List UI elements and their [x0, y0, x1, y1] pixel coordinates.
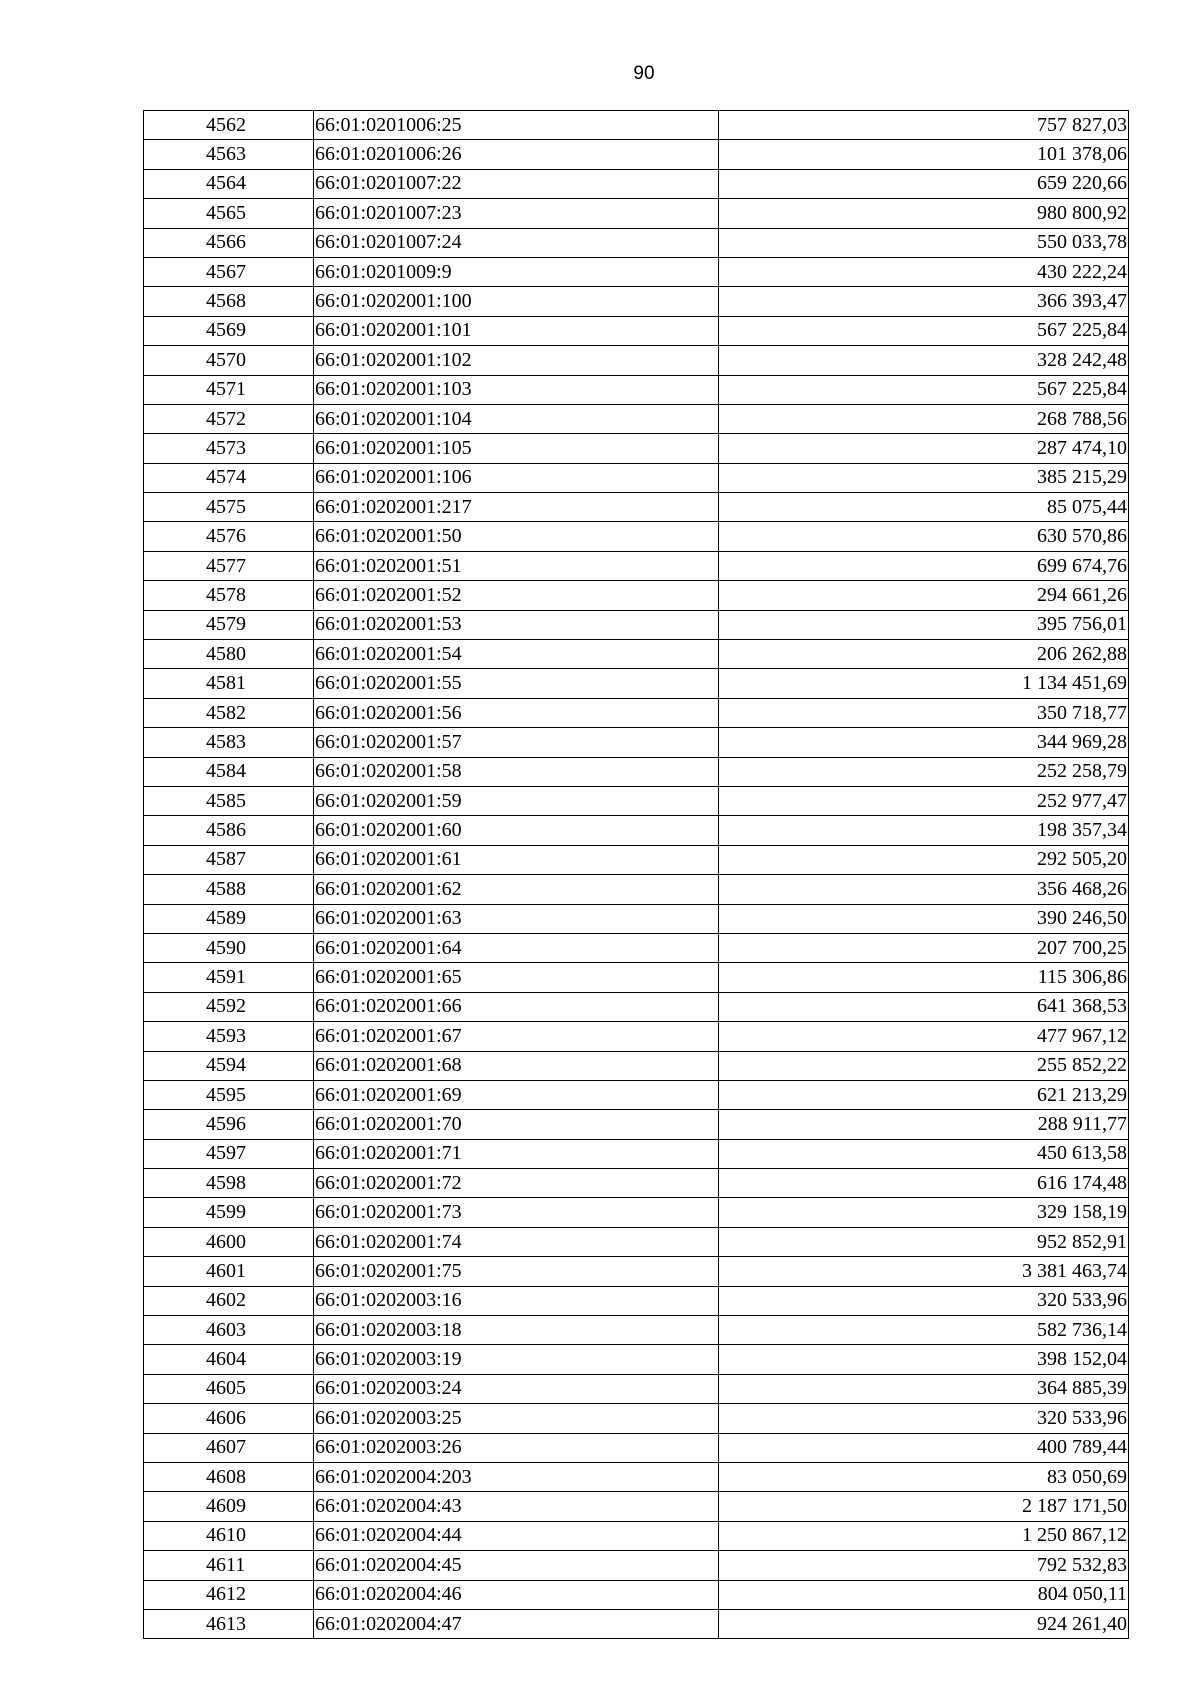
- row-number-cell: 4605: [144, 1374, 314, 1403]
- cadastral-number-cell: 66:01:0202001:68: [314, 1051, 719, 1080]
- cadastral-value-cell: 550 033,78: [719, 228, 1129, 257]
- table-row: [144, 257, 1129, 286]
- row-number-cell: 4592: [144, 992, 314, 1021]
- cadastral-value-cell: 400 789,44: [719, 1433, 1129, 1462]
- cadastral-value-cell: 630 570,86: [719, 522, 1129, 551]
- cadastral-number-cell: 66:01:0201006:26: [314, 140, 719, 169]
- table-row: [144, 1462, 1129, 1491]
- row-number-cell: 4565: [144, 199, 314, 228]
- cadastral-value-cell: 101 378,06: [719, 140, 1129, 169]
- cadastral-value-cell: 792 532,83: [719, 1551, 1129, 1580]
- cadastral-number-cell: 66:01:0202003:26: [314, 1433, 719, 1462]
- cadastral-value-cell: 292 505,20: [719, 845, 1129, 874]
- cadastral-number-cell: 66:01:0202003:18: [314, 1316, 719, 1345]
- cadastral-number-cell: 66:01:0202001:61: [314, 845, 719, 874]
- table-row: [144, 287, 1129, 316]
- cadastral-number-cell: 66:01:0202001:106: [314, 463, 719, 492]
- cadastral-value-cell: 395 756,01: [719, 610, 1129, 639]
- row-number-cell: 4595: [144, 1080, 314, 1109]
- cadastral-value-cell: 621 213,29: [719, 1080, 1129, 1109]
- row-number-cell: 4590: [144, 933, 314, 962]
- table-row: [144, 1227, 1129, 1256]
- cadastral-number-cell: 66:01:0202001:65: [314, 963, 719, 992]
- cadastral-number-cell: 66:01:0202001:102: [314, 346, 719, 375]
- cadastral-number-cell: 66:01:0201009:9: [314, 257, 719, 286]
- page-number: 90: [633, 63, 655, 84]
- cadastral-value-cell: 567 225,84: [719, 316, 1129, 345]
- row-number-cell: 4599: [144, 1198, 314, 1227]
- row-number-cell: 4608: [144, 1462, 314, 1491]
- row-number-cell: 4597: [144, 1139, 314, 1168]
- cadastral-number-cell: 66:01:0202001:64: [314, 933, 719, 962]
- table-row: [144, 992, 1129, 1021]
- cadastral-value-cell: 207 700,25: [719, 933, 1129, 962]
- cadastral-value-cell: 699 674,76: [719, 551, 1129, 580]
- table-row: [144, 1433, 1129, 1462]
- row-number-cell: 4607: [144, 1433, 314, 1462]
- cadastral-number-cell: 66:01:0202001:66: [314, 992, 719, 1021]
- cadastral-value-cell: 366 393,47: [719, 287, 1129, 316]
- table-row: [144, 698, 1129, 727]
- cadastral-value-cell: 294 661,26: [719, 581, 1129, 610]
- table-row: [144, 640, 1129, 669]
- row-number-cell: 4591: [144, 963, 314, 992]
- cadastral-value-cell: 757 827,03: [719, 111, 1129, 140]
- cadastral-value-cell: 252 258,79: [719, 757, 1129, 786]
- cadastral-number-cell: 66:01:0202001:67: [314, 1022, 719, 1051]
- table-row: [144, 669, 1129, 698]
- table-row: [144, 1374, 1129, 1403]
- table-row: [144, 199, 1129, 228]
- row-number-cell: 4593: [144, 1022, 314, 1051]
- table-row: [144, 1110, 1129, 1139]
- table-row: [144, 728, 1129, 757]
- cadastral-number-cell: 66:01:0202003:16: [314, 1286, 719, 1315]
- cadastral-number-cell: 66:01:0202004:45: [314, 1551, 719, 1580]
- cadastral-number-cell: 66:01:0201007:23: [314, 199, 719, 228]
- row-number-cell: 4579: [144, 610, 314, 639]
- table-row: [144, 463, 1129, 492]
- table-row: [144, 1169, 1129, 1198]
- cadastral-value-cell: 356 468,26: [719, 875, 1129, 904]
- table-body: [144, 111, 1129, 1639]
- row-number-cell: 4575: [144, 493, 314, 522]
- row-number-cell: 4587: [144, 845, 314, 874]
- table-row: [144, 1492, 1129, 1521]
- row-number-cell: 4563: [144, 140, 314, 169]
- table-row: [144, 551, 1129, 580]
- row-number-cell: 4603: [144, 1316, 314, 1345]
- cadastral-number-cell: 66:01:0202001:55: [314, 669, 719, 698]
- table-row: [144, 169, 1129, 198]
- row-number-cell: 4612: [144, 1580, 314, 1609]
- cadastral-number-cell: 66:01:0202001:73: [314, 1198, 719, 1227]
- table-row: [144, 757, 1129, 786]
- cadastral-number-cell: 66:01:0202003:24: [314, 1374, 719, 1403]
- table-row: [144, 933, 1129, 962]
- table-row: [144, 375, 1129, 404]
- row-number-cell: 4601: [144, 1257, 314, 1286]
- row-number-cell: 4576: [144, 522, 314, 551]
- row-number-cell: 4594: [144, 1051, 314, 1080]
- table-row: [144, 610, 1129, 639]
- row-number-cell: 4574: [144, 463, 314, 492]
- cadastral-number-cell: 66:01:0202001:100: [314, 287, 719, 316]
- table-row: [144, 963, 1129, 992]
- row-number-cell: 4571: [144, 375, 314, 404]
- table-row: [144, 522, 1129, 551]
- cadastral-number-cell: 66:01:0202001:103: [314, 375, 719, 404]
- table-row: [144, 904, 1129, 933]
- table-row: [144, 228, 1129, 257]
- cadastral-value-cell: 268 788,56: [719, 404, 1129, 433]
- cadastral-number-cell: 66:01:0202001:56: [314, 698, 719, 727]
- table-row: [144, 493, 1129, 522]
- cadastral-value-cell: 430 222,24: [719, 257, 1129, 286]
- cadastral-number-cell: 66:01:0202004:46: [314, 1580, 719, 1609]
- row-number-cell: 4606: [144, 1404, 314, 1433]
- cadastral-number-cell: 66:01:0202001:72: [314, 1169, 719, 1198]
- cadastral-value-cell: 1 134 451,69: [719, 669, 1129, 698]
- cadastral-number-cell: 66:01:0202001:54: [314, 640, 719, 669]
- cadastral-value-cell: 287 474,10: [719, 434, 1129, 463]
- cadastral-number-cell: 66:01:0202004:203: [314, 1462, 719, 1491]
- table-row: [144, 1286, 1129, 1315]
- table-row: [144, 434, 1129, 463]
- cadastral-value-cell: 567 225,84: [719, 375, 1129, 404]
- cadastral-value-cell: 659 220,66: [719, 169, 1129, 198]
- cadastral-value-cell: 252 977,47: [719, 786, 1129, 815]
- row-number-cell: 4566: [144, 228, 314, 257]
- table-row: [144, 1198, 1129, 1227]
- row-number-cell: 4589: [144, 904, 314, 933]
- cadastral-number-cell: 66:01:0202001:74: [314, 1227, 719, 1256]
- cadastral-value-cell: 582 736,14: [719, 1316, 1129, 1345]
- cadastral-value-cell: 83 050,69: [719, 1462, 1129, 1491]
- table-row: [144, 1316, 1129, 1345]
- cadastral-value-cell: 350 718,77: [719, 698, 1129, 727]
- table-row: [144, 1404, 1129, 1433]
- table-row: [144, 1580, 1129, 1609]
- row-number-cell: 4588: [144, 875, 314, 904]
- cadastral-value-cell: 198 357,34: [719, 816, 1129, 845]
- cadastral-value-cell: 385 215,29: [719, 463, 1129, 492]
- cadastral-value-cell: 477 967,12: [719, 1022, 1129, 1051]
- cadastral-number-cell: 66:01:0202001:57: [314, 728, 719, 757]
- cadastral-number-cell: 66:01:0202001:60: [314, 816, 719, 845]
- cadastral-value-cell: 255 852,22: [719, 1051, 1129, 1080]
- table-row: [144, 346, 1129, 375]
- row-number-cell: 4611: [144, 1551, 314, 1580]
- cadastral-value-cell: 390 246,50: [719, 904, 1129, 933]
- row-number-cell: 4596: [144, 1110, 314, 1139]
- row-number-cell: 4580: [144, 640, 314, 669]
- cadastral-number-cell: 66:01:0202004:47: [314, 1609, 719, 1638]
- cadastral-value-cell: 329 158,19: [719, 1198, 1129, 1227]
- table-row: [144, 140, 1129, 169]
- cadastral-number-cell: 66:01:0202001:58: [314, 757, 719, 786]
- cadastral-number-cell: 66:01:0202004:43: [314, 1492, 719, 1521]
- cadastral-number-cell: 66:01:0202001:105: [314, 434, 719, 463]
- row-number-cell: 4609: [144, 1492, 314, 1521]
- cadastral-value-cell: 641 368,53: [719, 992, 1129, 1021]
- cadastral-value-cell: 115 306,86: [719, 963, 1129, 992]
- cadastral-number-cell: 66:01:0202001:59: [314, 786, 719, 815]
- table-row: [144, 816, 1129, 845]
- table-row: [144, 111, 1129, 140]
- row-number-cell: 4613: [144, 1609, 314, 1638]
- cadastral-number-cell: 66:01:0202001:104: [314, 404, 719, 433]
- cadastral-number-cell: 66:01:0201007:24: [314, 228, 719, 257]
- cadastral-value-cell: 980 800,92: [719, 199, 1129, 228]
- table-row: [144, 875, 1129, 904]
- row-number-cell: 4600: [144, 1227, 314, 1256]
- cadastral-number-cell: 66:01:0202001:101: [314, 316, 719, 345]
- cadastral-value-cell: 1 250 867,12: [719, 1521, 1129, 1550]
- table-row: [144, 1521, 1129, 1550]
- table-row: [144, 786, 1129, 815]
- table-row: [144, 1080, 1129, 1109]
- cadastral-value-cell: 288 911,77: [719, 1110, 1129, 1139]
- row-number-cell: 4581: [144, 669, 314, 698]
- table-row: [144, 1022, 1129, 1051]
- cadastral-number-cell: 66:01:0202001:50: [314, 522, 719, 551]
- cadastral-value-cell: 616 174,48: [719, 1169, 1129, 1198]
- row-number-cell: 4610: [144, 1521, 314, 1550]
- row-number-cell: 4604: [144, 1345, 314, 1374]
- row-number-cell: 4598: [144, 1169, 314, 1198]
- row-number-cell: 4586: [144, 816, 314, 845]
- cadastral-number-cell: 66:01:0202001:63: [314, 904, 719, 933]
- table-row: [144, 1257, 1129, 1286]
- row-number-cell: 4602: [144, 1286, 314, 1315]
- row-number-cell: 4573: [144, 434, 314, 463]
- cadastral-value-cell: 450 613,58: [719, 1139, 1129, 1168]
- table-row: [144, 581, 1129, 610]
- cadastral-number-cell: 66:01:0202001:51: [314, 551, 719, 580]
- cadastral-number-cell: 66:01:0202001:69: [314, 1080, 719, 1109]
- cadastral-value-cell: 398 152,04: [719, 1345, 1129, 1374]
- row-number-cell: 4562: [144, 111, 314, 140]
- table-row: [144, 845, 1129, 874]
- cadastral-number-cell: 66:01:0202001:70: [314, 1110, 719, 1139]
- cadastral-value-cell: 320 533,96: [719, 1286, 1129, 1315]
- row-number-cell: 4567: [144, 257, 314, 286]
- cadastral-number-cell: 66:01:0202001:75: [314, 1257, 719, 1286]
- table-row: [144, 1051, 1129, 1080]
- cadastral-number-cell: 66:01:0202001:52: [314, 581, 719, 610]
- cadastral-value-cell: 3 381 463,74: [719, 1257, 1129, 1286]
- row-number-cell: 4572: [144, 404, 314, 433]
- row-number-cell: 4578: [144, 581, 314, 610]
- cadastral-value-cell: 2 187 171,50: [719, 1492, 1129, 1521]
- cadastral-value-cell: 85 075,44: [719, 493, 1129, 522]
- row-number-cell: 4585: [144, 786, 314, 815]
- table-row: [144, 1609, 1129, 1638]
- table-row: [144, 1551, 1129, 1580]
- cadastral-value-cell: 206 262,88: [719, 640, 1129, 669]
- row-number-cell: 4564: [144, 169, 314, 198]
- cadastral-value-cell: 320 533,96: [719, 1404, 1129, 1433]
- table-row: [144, 316, 1129, 345]
- cadastral-number-cell: 66:01:0202001:53: [314, 610, 719, 639]
- cadastral-number-cell: 66:01:0202001:217: [314, 493, 719, 522]
- table-row: [144, 1345, 1129, 1374]
- cadastral-number-cell: 66:01:0202001:71: [314, 1139, 719, 1168]
- cadastral-number-cell: 66:01:0201006:25: [314, 111, 719, 140]
- table-row: [144, 1139, 1129, 1168]
- table-row: [144, 404, 1129, 433]
- row-number-cell: 4569: [144, 316, 314, 345]
- cadastral-number-cell: 66:01:0202001:62: [314, 875, 719, 904]
- cadastral-value-table: [143, 110, 1129, 1639]
- cadastral-value-cell: 804 050,11: [719, 1580, 1129, 1609]
- cadastral-value-cell: 328 242,48: [719, 346, 1129, 375]
- cadastral-value-cell: 364 885,39: [719, 1374, 1129, 1403]
- cadastral-number-cell: 66:01:0202004:44: [314, 1521, 719, 1550]
- cadastral-number-cell: 66:01:0201007:22: [314, 169, 719, 198]
- cadastral-number-cell: 66:01:0202003:19: [314, 1345, 719, 1374]
- cadastral-number-cell: 66:01:0202003:25: [314, 1404, 719, 1433]
- row-number-cell: 4584: [144, 757, 314, 786]
- row-number-cell: 4570: [144, 346, 314, 375]
- row-number-cell: 4568: [144, 287, 314, 316]
- row-number-cell: 4582: [144, 698, 314, 727]
- cadastral-value-cell: 952 852,91: [719, 1227, 1129, 1256]
- cadastral-value-cell: 924 261,40: [719, 1609, 1129, 1638]
- row-number-cell: 4583: [144, 728, 314, 757]
- cadastral-value-cell: 344 969,28: [719, 728, 1129, 757]
- row-number-cell: 4577: [144, 551, 314, 580]
